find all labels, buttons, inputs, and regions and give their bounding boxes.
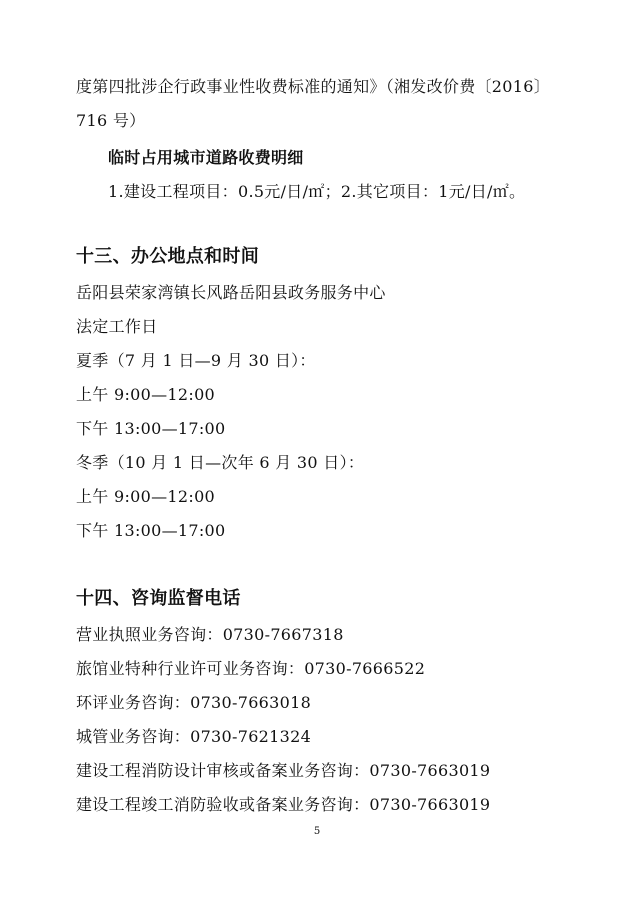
winter-afternoon-hours: 下午 13:00—17:00 [76, 521, 226, 540]
page-number: 5 [313, 826, 321, 837]
phone-item-urban-management: 城管业务咨询：0730-7621324 [76, 727, 312, 746]
fee-detail: 1.建设工程项目：0.5元/日/㎡；2.其它项目：1元/日/㎡。 [108, 182, 526, 201]
office-address: 岳阳县荣家湾镇长风路岳阳县政务服务中心 [76, 283, 386, 302]
winter-morning-hours: 上午 9:00—12:00 [76, 487, 216, 506]
summer-morning-hours: 上午 9:00—12:00 [76, 385, 216, 404]
workday-text: 法定工作日 [76, 317, 158, 336]
section-13-heading: 十三、办公地点和时间 [76, 246, 259, 267]
fee-title: 临时占用城市道路收费明细 [108, 148, 304, 167]
phone-item-fire-design: 建设工程消防设计审核或备案业务咨询：0730-7663019 [76, 761, 491, 780]
notice-line-2: 716 号） [76, 111, 146, 130]
phone-item-fire-acceptance: 建设工程竣工消防验收或备案业务咨询：0730-7663019 [76, 795, 491, 814]
notice-line-1: 度第四批涉企行政事业性收费标准的通知》（湘发改价费〔2016〕 [76, 77, 551, 96]
summer-afternoon-hours: 下午 13:00—17:00 [76, 419, 226, 438]
section-14-heading: 十四、咨询监督电话 [76, 588, 241, 609]
phone-item-hotel-permit: 旅馆业特种行业许可业务咨询：0730-7666522 [76, 659, 426, 678]
phone-item-environment: 环评业务咨询：0730-7663018 [76, 693, 312, 712]
summer-season: 夏季（7 月 1 日—9 月 30 日）： [76, 351, 316, 370]
phone-item-business-license: 营业执照业务咨询：0730-7667318 [76, 625, 344, 644]
winter-season: 冬季（10 月 1 日—次年 6 月 30 日）： [76, 453, 365, 472]
